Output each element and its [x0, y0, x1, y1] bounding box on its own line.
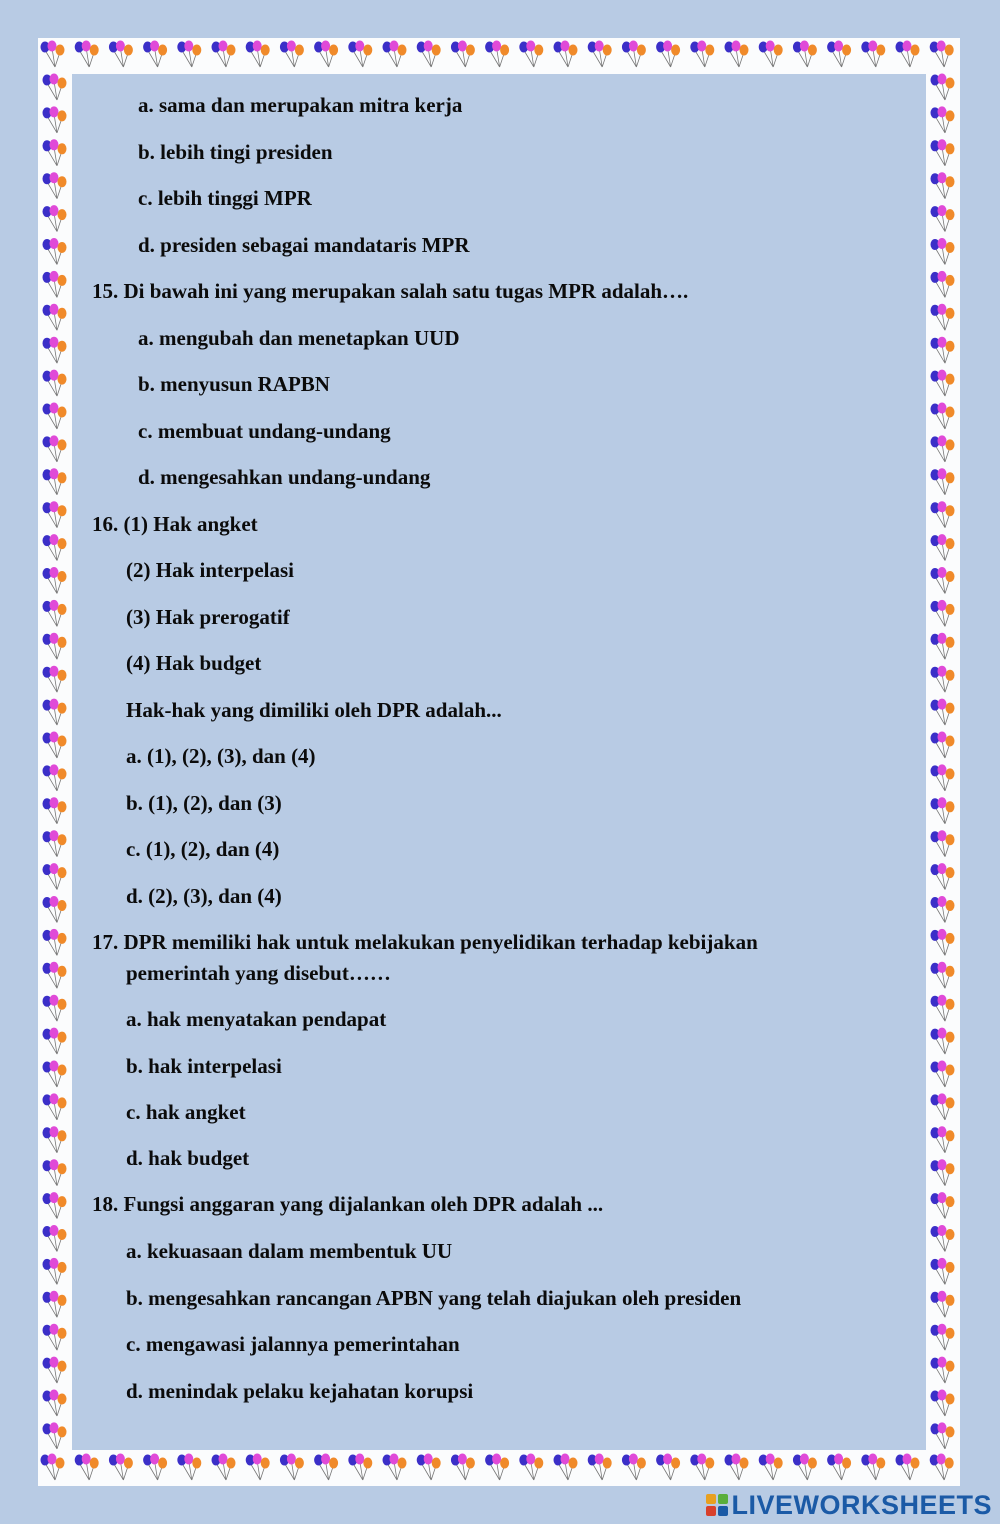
balloon-icon	[43, 337, 67, 364]
balloon-icon	[931, 1357, 955, 1384]
balloon-icon	[931, 106, 955, 132]
balloon-icon	[931, 962, 955, 989]
q16-option-a: a. (1), (2), (3), dan (4)	[126, 744, 316, 768]
q18-option-b: b. mengesahkan rancangan APBN yang telah diajukan oleh presiden	[126, 1286, 742, 1310]
balloon-icon	[43, 567, 67, 594]
balloon-icon	[43, 830, 67, 857]
balloon-icon	[931, 74, 955, 101]
balloon-icon	[417, 41, 441, 68]
balloon-icon	[43, 896, 67, 923]
balloon-icon	[931, 1291, 955, 1318]
balloon-icon	[109, 41, 133, 68]
balloon-icon	[314, 41, 338, 68]
balloon-icon	[931, 435, 955, 462]
balloon-icon	[383, 1454, 407, 1481]
balloon-icon	[43, 600, 67, 627]
balloon-icon	[931, 370, 955, 397]
balloon-icon	[931, 764, 955, 791]
balloon-icon	[931, 567, 955, 594]
balloon-icon	[43, 995, 67, 1022]
balloon-icon	[622, 1454, 646, 1481]
balloon-icon	[931, 995, 955, 1022]
q18-option-c: c. mengawasi jalannya pemerintahan	[126, 1332, 460, 1356]
q16-item-2: (2) Hak interpelasi	[126, 558, 294, 582]
balloon-icon	[43, 633, 67, 660]
balloon-icon	[931, 271, 955, 298]
balloon-icon	[931, 1159, 955, 1186]
balloon-icon	[43, 238, 67, 265]
q18-option-d: d. menindak pelaku kejahatan korupsi	[126, 1379, 474, 1403]
balloon-icon	[43, 370, 67, 397]
balloon-icon	[43, 1225, 67, 1252]
q14-option-b: b. lebih tingi presiden	[138, 140, 333, 164]
q14-option-d: d. presiden sebagai mandataris MPR	[138, 233, 470, 257]
balloon-icon	[896, 41, 920, 68]
balloon-icon	[212, 1454, 236, 1481]
balloon-icon	[246, 41, 270, 68]
balloon-icon	[861, 41, 885, 68]
balloon-icon	[43, 534, 67, 561]
q16-item-1: 16. (1) Hak angket	[92, 512, 258, 536]
balloon-icon	[43, 1061, 67, 1088]
balloon-icon	[43, 139, 67, 166]
balloon-icon	[931, 403, 955, 430]
q18-option-a: a. kekuasaan dalam membentuk UU	[126, 1239, 453, 1263]
q15-option-d: d. mengesahkan undang-undang	[138, 465, 431, 489]
balloon-icon	[588, 41, 612, 68]
balloon-icon	[348, 1454, 372, 1481]
balloon-icon	[109, 1454, 133, 1481]
balloon-icon	[656, 1454, 680, 1481]
q15-option-a: a. mengubah dan menetapkan UUD	[138, 326, 460, 350]
balloon-icon	[759, 1454, 783, 1481]
balloon-icon	[793, 1454, 817, 1481]
balloon-icon	[280, 1454, 304, 1481]
balloon-icon	[931, 633, 955, 660]
balloon-icon	[931, 929, 955, 956]
q16-item-4: (4) Hak budget	[126, 651, 262, 675]
balloon-icon	[930, 41, 954, 68]
balloon-icon	[588, 1454, 612, 1481]
balloon-icon	[177, 1454, 201, 1481]
balloon-icon	[41, 1454, 65, 1481]
balloon-icon	[43, 1357, 67, 1384]
balloon-icon	[931, 699, 955, 726]
balloon-icon	[43, 106, 67, 132]
balloon-icon	[656, 41, 680, 68]
q16-option-d: d. (2), (3), dan (4)	[126, 884, 282, 908]
balloon-icon	[554, 1454, 578, 1481]
balloon-icon	[931, 1225, 955, 1252]
balloon-icon	[896, 1454, 920, 1481]
balloon-icon	[931, 1422, 955, 1449]
q15-option-c: c. membuat undang-undang	[138, 419, 391, 443]
q17-text-line1: 17. DPR memiliki hak untuk melakukan penyelidikan terhadap kebijakan	[92, 930, 758, 954]
balloon-icon	[212, 41, 236, 68]
balloon-icon	[43, 172, 67, 199]
balloon-icon	[725, 1454, 749, 1481]
balloon-icon	[43, 962, 67, 989]
q16-item-3: (3) Hak prerogatif	[126, 605, 290, 629]
balloon-icon	[931, 205, 955, 232]
balloon-icon	[930, 1454, 954, 1481]
balloon-icon	[931, 1061, 955, 1088]
balloon-icon	[931, 139, 955, 166]
balloon-icon	[793, 41, 817, 68]
balloon-icon	[931, 1028, 955, 1055]
balloon-icon	[43, 1126, 67, 1153]
balloon-icon	[485, 41, 509, 68]
q18-text: 18. Fungsi anggaran yang dijalankan oleh DPR adalah ...	[92, 1192, 604, 1216]
balloon-icon	[725, 41, 749, 68]
balloon-icon	[931, 797, 955, 824]
q14-option-a: a. sama dan merupakan mitra kerja	[138, 93, 463, 117]
balloon-icon	[43, 699, 67, 726]
balloon-icon	[43, 74, 67, 101]
balloon-icon	[417, 1454, 441, 1481]
balloon-icon	[75, 1454, 99, 1481]
balloon-icon	[43, 666, 67, 693]
q17-option-d: d. hak budget	[126, 1146, 250, 1170]
balloon-icon	[931, 468, 955, 495]
balloon-icon	[314, 1454, 338, 1481]
balloon-icon	[43, 435, 67, 462]
q16-option-c: c. (1), (2), dan (4)	[126, 837, 280, 861]
balloon-icon	[43, 1192, 67, 1219]
balloon-icon	[43, 304, 67, 331]
balloon-icon	[246, 1454, 270, 1481]
balloon-icon	[43, 1028, 67, 1055]
balloon-icon	[931, 534, 955, 561]
balloon-icon	[554, 41, 578, 68]
q17-option-b: b. hak interpelasi	[126, 1054, 282, 1078]
balloon-icon	[931, 1126, 955, 1153]
balloon-icon	[690, 41, 714, 68]
balloon-icon	[931, 896, 955, 923]
balloon-icon	[383, 41, 407, 68]
balloon-icon	[43, 1324, 67, 1351]
balloon-icon	[43, 764, 67, 791]
balloon-icon	[451, 1454, 475, 1481]
balloon-icon	[451, 41, 475, 68]
balloon-icon	[690, 1454, 714, 1481]
q15-option-b: b. menyusun RAPBN	[138, 372, 330, 396]
balloon-icon	[931, 732, 955, 759]
balloon-icon	[931, 863, 955, 890]
balloon-icon	[280, 41, 304, 68]
balloon-icon	[931, 830, 955, 857]
balloon-icon	[43, 403, 67, 430]
balloon-icon	[931, 1324, 955, 1351]
balloon-icon	[931, 1390, 955, 1417]
balloon-icon	[827, 41, 851, 68]
q16-stem: Hak-hak yang dimiliki oleh DPR adalah...	[126, 698, 502, 722]
liveworksheets-brand-text: LIVEWORKSHEETS	[731, 1489, 992, 1520]
balloon-icon	[759, 41, 783, 68]
balloon-icon	[931, 1093, 955, 1120]
balloon-icon	[931, 304, 955, 331]
balloon-icon	[861, 1454, 885, 1481]
q15-text: 15. Di bawah ini yang merupakan salah satu tugas MPR adalah….	[92, 279, 689, 303]
balloon-icon	[622, 41, 646, 68]
balloon-icon	[931, 600, 955, 627]
balloon-icon	[143, 41, 167, 68]
balloon-icon	[43, 929, 67, 956]
balloon-icon	[827, 1454, 851, 1481]
balloon-icon	[43, 501, 67, 528]
balloon-icon	[931, 666, 955, 693]
balloon-icon	[931, 337, 955, 364]
liveworksheets-logo-icon	[706, 1494, 728, 1516]
balloon-icon	[519, 41, 543, 68]
q17-text-line2: pemerintah yang disebut……	[126, 961, 391, 985]
balloon-icon	[43, 1422, 67, 1449]
balloon-icon	[43, 1258, 67, 1285]
balloon-icon	[43, 1159, 67, 1186]
balloon-icon	[931, 172, 955, 199]
balloon-icon	[931, 238, 955, 265]
liveworksheets-logo[interactable]	[706, 1490, 992, 1520]
balloon-icon	[931, 1258, 955, 1285]
q17-option-c: c. hak angket	[126, 1100, 246, 1124]
balloon-icon	[43, 863, 67, 890]
balloon-icon	[143, 1454, 167, 1481]
q16-option-b: b. (1), (2), dan (3)	[126, 791, 282, 815]
balloon-icon	[43, 797, 67, 824]
balloon-icon	[41, 41, 65, 68]
balloon-icon	[931, 1192, 955, 1219]
balloon-icon	[75, 41, 99, 68]
balloon-icon	[43, 1390, 67, 1417]
balloon-icon	[43, 732, 67, 759]
q14-option-c: c. lebih tinggi MPR	[138, 186, 312, 210]
balloon-icon	[43, 468, 67, 495]
balloon-icon	[348, 41, 372, 68]
balloon-icon	[43, 1093, 67, 1120]
q17-option-a: a. hak menyatakan pendapat	[126, 1007, 387, 1031]
balloon-icon	[519, 1454, 543, 1481]
balloon-icon	[43, 205, 67, 232]
balloon-icon	[43, 1291, 67, 1318]
balloon-icon	[43, 271, 67, 298]
balloon-icon	[485, 1454, 509, 1481]
balloon-icon	[177, 41, 201, 68]
balloon-icon	[931, 501, 955, 528]
